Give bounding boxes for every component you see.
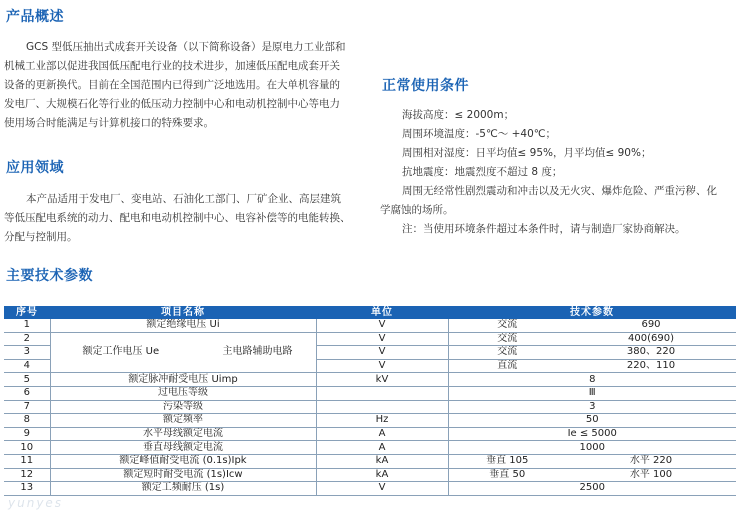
cell-value: Ie ≤ 5000: [448, 427, 736, 441]
conditions-title: 正常使用条件: [382, 78, 469, 94]
conditions-line: 注：当使用环境条件超过本条件时，请与制造厂家协商解决。: [402, 223, 686, 235]
intro-line: GCS 型低压抽出式成套开关设备（以下简称设备）是原电力工业部和: [26, 41, 346, 53]
cell-no: 6: [4, 386, 50, 400]
header-unit: 单位: [316, 306, 448, 319]
cell-no: 7: [4, 400, 50, 414]
application-paragraph: [4, 190, 360, 247]
cell-value-left: 垂直 50: [448, 468, 566, 482]
cell-no: 12: [4, 468, 50, 482]
cell-value-right: 水平 100: [566, 468, 736, 482]
conditions-line: 抗地震度：地震烈度不超过 8 度；: [402, 166, 563, 178]
table-row: [4, 454, 736, 468]
intro-line: 发电厂、大规模石化等行业的低压动力控制中心和电动机控制中心等电力: [4, 98, 340, 110]
cell-name: 污染等级: [50, 400, 316, 414]
cell-group-name: [50, 332, 316, 373]
cell-no: 8: [4, 414, 50, 428]
header-spec: 技术参数: [448, 306, 736, 319]
cell-unit: A: [316, 427, 448, 441]
cell-value: 8: [448, 373, 736, 387]
table-header-row: [4, 306, 736, 319]
cell-value-left: 交流: [448, 332, 566, 346]
conditions-line: 周围无经常性剧烈震动和冲击以及无火灾、爆炸危险、严重污秽、化: [402, 185, 717, 197]
cell-unit: kV: [316, 373, 448, 387]
intro-line: 使用场合时能满足与计算机接口的特殊要求。: [4, 117, 214, 129]
cell-unit: kA: [316, 468, 448, 482]
cell-name: 额定短时耐受电流 (1s)Icw: [50, 468, 316, 482]
cell-unit: V: [316, 319, 448, 332]
cell-no: 3: [4, 346, 50, 360]
params-title: 主要技术参数: [6, 268, 93, 284]
application-title: 应用领域: [6, 160, 64, 176]
cell-unit: Hz: [316, 414, 448, 428]
cell-value: 50: [448, 414, 736, 428]
cell-value-right: 690: [566, 319, 736, 332]
cell-unit: A: [316, 441, 448, 455]
table-row: [4, 373, 736, 387]
table-row: [4, 386, 736, 400]
intro-title: 产品概述: [6, 9, 64, 25]
cell-name: 额定峰值耐受电流 (0.1s)Ipk: [50, 454, 316, 468]
conditions-paragraph: [380, 106, 736, 239]
cell-value-left: 交流: [448, 319, 566, 332]
table-row: [4, 441, 736, 455]
cell-unit: V: [316, 332, 448, 346]
table-row: [4, 332, 736, 346]
cell-name: 额定频率: [50, 414, 316, 428]
cell-value-left: 垂直 105: [448, 454, 566, 468]
cell-unit: [316, 400, 448, 414]
cell-unit: V: [316, 346, 448, 360]
conditions-line: 学腐蚀的场所。: [380, 204, 454, 216]
cell-no: 9: [4, 427, 50, 441]
cell-no: 13: [4, 482, 50, 496]
cell-no: 5: [4, 373, 50, 387]
cell-name: 过电压等级: [50, 386, 316, 400]
intro-line: 设备的更新换代。目前在全国范围内已得到广泛地选用。在大单机容量的: [4, 79, 340, 91]
cell-no: 1: [4, 319, 50, 332]
cell-value-right: 400(690): [566, 332, 736, 346]
cell-value-left: 交流: [448, 346, 566, 360]
cell-no: 11: [4, 454, 50, 468]
cell-value-right: 220、110: [566, 359, 736, 373]
header-name: 项目名称: [50, 306, 316, 319]
cell-name: 额定工频耐压 (1s): [50, 482, 316, 496]
watermark: yunyes: [8, 496, 64, 510]
cell-no: 2: [4, 332, 50, 346]
cell-no: 4: [4, 359, 50, 373]
conditions-line: 周围相对湿度：日平均值≤ 95%，月平均值≤ 90%；: [402, 147, 652, 159]
intro-line: 机械工业部以促进我国低压配电行业的技术进步，加速低压配电成套开关: [4, 60, 340, 72]
table-row: [4, 482, 736, 496]
application-line: 本产品适用于发电厂、变电站、石油化工部门、厂矿企业、高层建筑: [26, 193, 341, 205]
cell-no: 10: [4, 441, 50, 455]
cell-value-right: 380、220: [566, 346, 736, 360]
cell-name: 额定绝缘电压 Ui: [50, 319, 316, 332]
cell-name: 垂直母线额定电流: [50, 441, 316, 455]
cell-value-left: 直流: [448, 359, 566, 373]
cell-unit: kA: [316, 454, 448, 468]
cell-value: 2500: [448, 482, 736, 496]
cell-value: 1000: [448, 441, 736, 455]
cell-unit: [316, 386, 448, 400]
group-sublabel: 主电路辅助电路: [222, 346, 293, 358]
cell-unit: V: [316, 359, 448, 373]
table-row: [4, 427, 736, 441]
cell-name: 水平母线额定电流: [50, 427, 316, 441]
intro-paragraph: [4, 38, 360, 133]
group-label: 额定工作电压 Ue: [82, 346, 160, 358]
table-row: [4, 468, 736, 482]
conditions-line: 周围环境温度：-5℃～ +40℃；: [402, 128, 557, 140]
conditions-line: 海拔高度：≤ 2000m；: [402, 109, 515, 121]
cell-value-right: 水平 220: [566, 454, 736, 468]
header-no: 序号: [4, 306, 50, 319]
table-row: [4, 400, 736, 414]
application-line: 等低压配电系统的动力、配电和电动机控制中心、电容补偿等的电能转换、: [4, 212, 351, 224]
cell-value: Ⅲ: [448, 386, 736, 400]
table-row: [4, 319, 736, 332]
spec-table: [4, 306, 736, 496]
cell-value: 3: [448, 400, 736, 414]
cell-unit: V: [316, 482, 448, 496]
application-line: 分配与控制用。: [4, 231, 78, 243]
table-row: [4, 414, 736, 428]
cell-name: 额定脉冲耐受电压 Uimp: [50, 373, 316, 387]
